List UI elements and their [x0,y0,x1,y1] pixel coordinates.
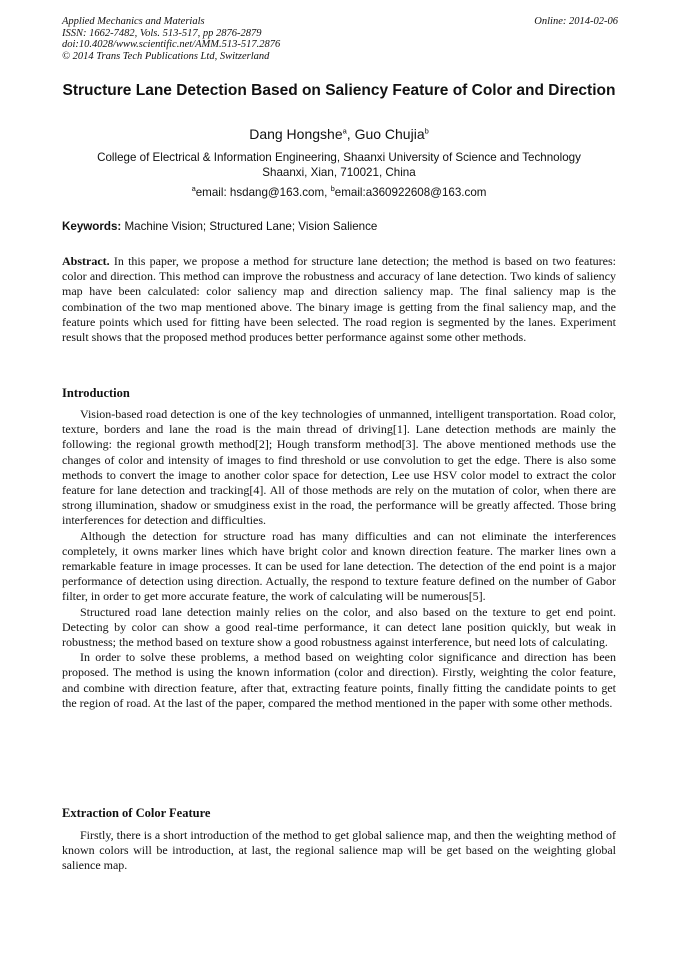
email-1: email: hsdang@163.com, [195,186,331,199]
extraction-paragraph-1: Firstly, there is a short introduction of the method to get global salience map, and then the weighting method of known colors will be introduction, at last, the regional salience map will be get based on the weighting global salience map. [62,828,616,873]
email-line [62,185,616,200]
author-2: Guo Chujia [354,126,425,142]
keywords-label: Keywords: [62,220,122,233]
affiliation-line-1: College of Electrical & Information Engineering, Shaanxi University of Science and Technology [97,151,581,164]
affiliation [62,150,616,180]
author-separator: , [346,126,355,142]
abstract [62,254,616,345]
intro-paragraph-1: Vision-based road detection is one of the key technologies of unmanned, intelligent transportation. Road color, texture, borders and lane the road is the main thread of driving[1]. Lane detection methods are mainly the following: the regional growth method[2]; Hough transform method[3]. The above mentioned methods use the changes of color and intensity of images to find threshold or use convolution to get the edge. There is also some methods to convert the image to another color space for detection, Lee use HSV color model to extract the color feature for lane detection and tracking[4]. All of those methods are rely on the mutation of color, when there are strong illumination, shadow or smudginess exist in the road, the performance will be greatly affected. Those bring interferences for detection and difficulties. [62,407,616,528]
author-1: Dang Hongshe [249,126,343,142]
email-1-sup: a [191,184,196,194]
extraction-body [62,828,616,874]
introduction-body [62,407,616,711]
paper-title: Structure Lane Detection Based on Saliency Feature of Color and Direction [62,82,616,99]
author-line [62,125,616,143]
intro-paragraph-3: Structured road lane detection mainly relies on the color, and also based on the texture to get end point. Detecting by color can show a good real-time performance, it can detect lane position quickly, but weak in robustness; the method based on texture show a good robustness against interference, but need lots of calculating. [62,604,616,650]
intro-paragraph-4: In order to solve these problems, a method based on weighting color significance and direction has been proposed. The method is using the known information (color and direction). Firstly, weighting the color feature, and combine with direction feature, after that, extracting feature points, finally fitting the candidate points to get the region of road. At the last of the paper, compared the method mentioned in the paper with some other methods. [62,650,616,710]
email-2: email:a360922608@163.com [334,186,487,199]
email-2-sup: b [330,184,335,194]
extraction-heading: Extraction of Color Feature [62,806,211,820]
abstract-label: Abstract. [62,254,110,268]
introduction-heading: Introduction [62,386,130,400]
abstract-text: In this paper, we propose a method for structure lane detection; the method is based on two features: color and direction. This method can improve the robustness and accuracy of lane detection. Two kinds of saliency map have been calculated: color saliency map and direction saliency map. The final saliency map is the combination of the two map mentioned above. The binary image is getting from the final saliency map, and the feature points which used for fitting have been selected. The road region is segmented by the lanes. Experiment result shows that the proposed method produces better performance against some other methods. [62,254,616,345]
journal-header [62,16,618,62]
copyright-line: © 2014 Trans Tech Publications Ltd, Switzerland [62,50,270,62]
affiliation-line-2: Shaanxi, Xian, 710021, China [262,166,416,179]
author-1-sup: a [342,126,347,136]
author-2-sup: b [424,126,429,136]
online-date: Online: 2014-02-06 [534,16,618,27]
issn-line: ISSN: 1662-7482, Vols. 513-517, pp 2876-2879 [62,27,262,39]
keywords [62,219,616,234]
doi-line: doi:10.4028/www.scientific.net/AMM.513-517.2876 [62,39,281,51]
journal-name: Applied Mechanics and Materials [62,16,205,27]
keywords-text: Machine Vision; Structured Lane; Vision Salience [121,220,378,233]
intro-paragraph-2: Although the detection for structure road has many difficulties and can not eliminate the interferences completely, it owns marker lines which have bright color and known direction feature. The marker lines own a remarkable feature in image processes. It can be used for lane detection. The detection of the end point is a major performance of detection using direction. Actually, the respond to texture feature defined on the number of Gabor filter, in order to get more accurate feature, the work of calculating will be numerous[5]. [62,528,616,604]
